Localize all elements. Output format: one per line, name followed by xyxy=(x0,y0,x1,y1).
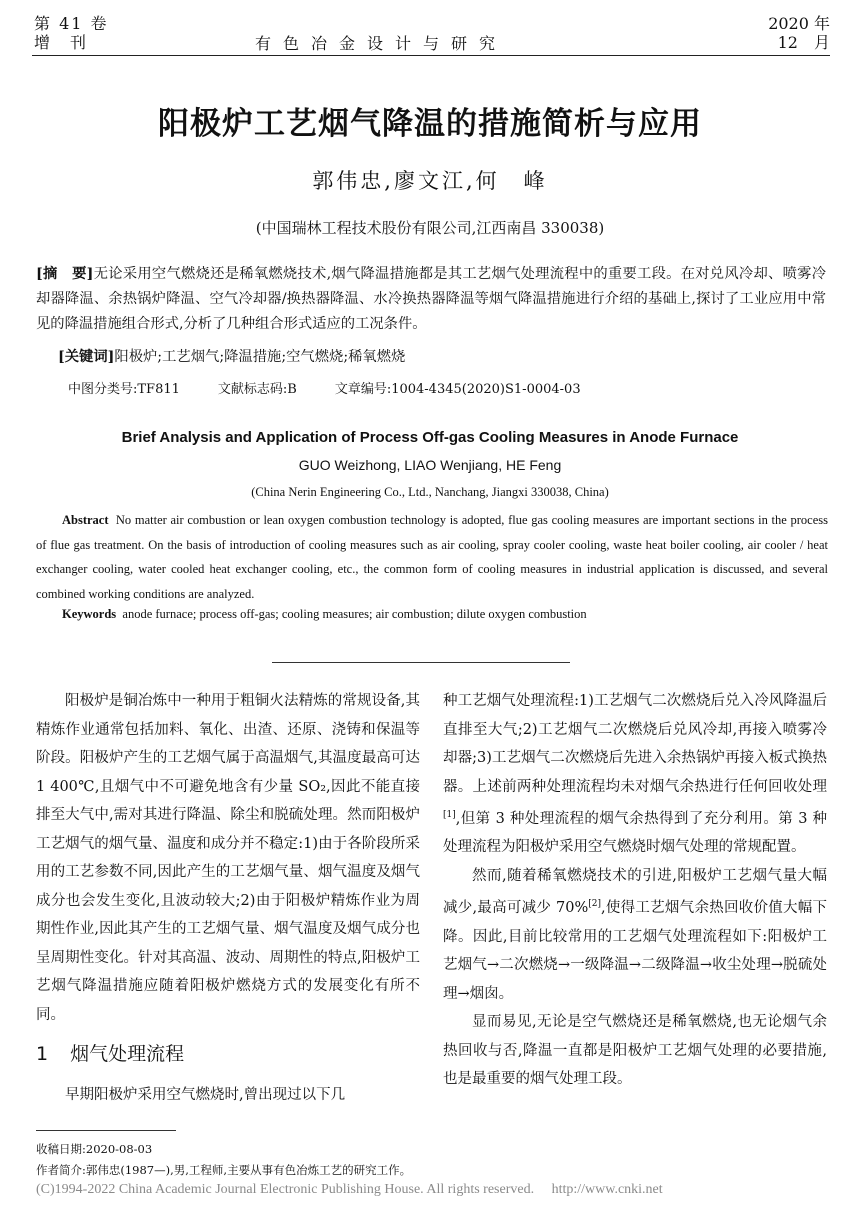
month-label: 12 月 xyxy=(777,33,830,52)
footnotes xyxy=(36,1139,411,1181)
english-title: Brief Analysis and Application of Process Off-gas Cooling Measures in Anode Furnace xyxy=(121,429,739,446)
body-text: 然而,随着稀氧燃烧技术的引进,阳极炉工艺烟气量大幅减少,最高可减少 70% xyxy=(443,867,827,917)
keywords-cn-text: 阳极炉;工艺烟气;降温措施;空气燃烧;稀氧燃烧 xyxy=(114,349,406,365)
classification-line xyxy=(68,378,619,397)
english-abstract-label: Abstract xyxy=(62,513,109,527)
header-divider xyxy=(32,55,830,56)
english-keywords xyxy=(62,607,587,622)
author-bio: 作者简介:郭伟忠(1987—),男,工程师,主要从事有色冶炼工艺的研究工作。 xyxy=(36,1163,412,1177)
body-left-column xyxy=(36,687,420,1110)
body-paragraph: 阳极炉是铜冶炼中一种用于粗铜火法精炼的常规设备,其精炼作业通常包括加料、氧化、出渣、还原、浇铸和保温等阶段。阳极炉产生的工艺烟气属于高温烟气,其温度最高可达 1 400℃,且烟气中不可避免地含有少量 SO₂,因此不能直接排至大气中,需对其进行降温、除尘和脱硫处理。然而阳极炉工艺烟气的烟气量、温度和成分并不稳定:1)由于各阶段所采用的工艺参数不同,因此产生的工艺烟气量、烟气温度及烟气成分也会发生变化,且波动较大;2)由于阳极炉精炼作业为周期性作业,因此其产生的工艺烟气量、烟气温度及烟气成分也呈周期性变化。针对其高温、波动、周期性的特点,阳极炉工艺烟气降温措施应随着阳极炉燃烧方式的发展变化有所不同。 xyxy=(36,693,420,1023)
body-paragraph xyxy=(443,687,827,862)
english-authors: GUO Weizhong, LIAO Wenjiang, HE Feng xyxy=(298,457,562,473)
english-affiliation: (China Nerin Engineering Co., Ltd., Nanchang, Jiangxi 330038, China) xyxy=(251,485,609,499)
body-right-column xyxy=(443,687,827,1094)
header-left xyxy=(34,14,109,52)
abstract-cn xyxy=(36,262,826,337)
abstract-cn-text: 无论采用空气燃烧还是稀氧燃烧技术,烟气降温措施都是其工艺烟气处理流程中的重要工段。在对兑风冷却、喷雾冷却器降温、余热锅炉降温、空气冷却器/换热器降温、水冷换热器降温等烟气降温措施进行介绍的基础上,探讨了工业应用中常见的降温措施组合形式,分析了几种组合形式适应的工况条件。 xyxy=(36,266,826,332)
body-paragraph: 早期阳极炉采用空气燃烧时,曾出现过以下几 xyxy=(65,1087,346,1103)
english-keywords-label: Keywords xyxy=(62,607,117,621)
document-code: 文献标志码:B xyxy=(217,382,297,397)
abstract-cn-label: [摘 要] xyxy=(36,266,94,282)
reference-1[interactable]: [1] xyxy=(443,810,456,820)
copyright-watermark: (C)1994-2022 China Academic Journal Electronic Publishing House. All rights reserved. http://www.cnki.net xyxy=(36,1182,663,1197)
received-date: 收稿日期:2020-08-03 xyxy=(36,1142,153,1156)
header-right xyxy=(768,14,830,52)
body-paragraph: 显而易见,无论是空气燃烧还是稀氧燃烧,也无论烟气余热回收与否,降温一直都是阳极炉工艺烟气处理的必要措施,也是最重要的烟气处理工段。 xyxy=(443,1014,827,1088)
section-number: 1 xyxy=(36,1043,49,1065)
body-text: ,但第 3 种处理流程的烟气余热得到了充分利用。第 3 种处理流程为阳极炉采用空气燃烧时烟气处理的常规配置。 xyxy=(443,810,827,856)
affiliation: (中国瑞林工程技术股份有限公司,江西南昌 330038) xyxy=(255,219,605,237)
year-label: 2020 年 xyxy=(768,14,830,33)
paper-title: 阳极炉工艺烟气降温的措施简析与应用 xyxy=(158,106,702,142)
article-number: 文章编号:1004-4345(2020)S1-0004-03 xyxy=(334,382,581,397)
section-title: 烟气处理流程 xyxy=(70,1043,185,1065)
footnote-divider xyxy=(36,1130,176,1131)
english-abstract-text: No matter air combustion or lean oxygen combustion technology is adopted, flue gas cooling measures are important sections in the process of flue gas treatment. On the basis of introduction of cooling measures such as air cooling, spray cooler cooling, waste heat boiler cooling, air cooler / heat exchanger cooling, water cooled heat exchanger cooling, etc., the common form of cooling measures in industrial application is discussed, and several combined working conditions are analyzed. xyxy=(36,513,828,601)
keywords-cn-label: [关键词] xyxy=(58,349,115,365)
issue-type-label: 增 刊 xyxy=(34,33,89,52)
body-text: 种工艺烟气处理流程:1)工艺烟气二次燃烧后兑入冷风降温后直排至大气;2)工艺烟气二次燃烧后兑风冷却,再接入喷雾冷却器;3)工艺烟气二次燃烧后先进入余热锅炉再接入板式换热器。上述前两种处理流程均未对烟气余热进行任何回收处理 xyxy=(443,693,827,795)
volume-label: 第 41 卷 xyxy=(34,14,109,33)
journal-name: 有色冶金设计与研究 xyxy=(255,34,508,53)
body-text: ,使得工艺烟气余热回收价值大幅下降。因此,目前比较常用的工艺烟气处理流程如下:阳极炉工艺烟气→二次燃烧→一级降温→二级降温→收尘处理→脱硫处理→烟囱。 xyxy=(443,900,828,1002)
section-divider xyxy=(272,662,570,663)
body-paragraph xyxy=(443,862,827,1008)
keywords-cn xyxy=(58,346,405,366)
english-abstract xyxy=(36,508,828,606)
reference-2[interactable]: [2] xyxy=(588,899,602,910)
section-heading xyxy=(36,1039,420,1069)
english-keywords-text: anode furnace; process off-gas; cooling measures; air combustion; dilute oxygen combustion xyxy=(122,607,587,621)
author-list: 郭伟忠,廖文江,何 峰 xyxy=(312,169,548,193)
clc-number: 中图分类号:TF811 xyxy=(68,382,180,397)
